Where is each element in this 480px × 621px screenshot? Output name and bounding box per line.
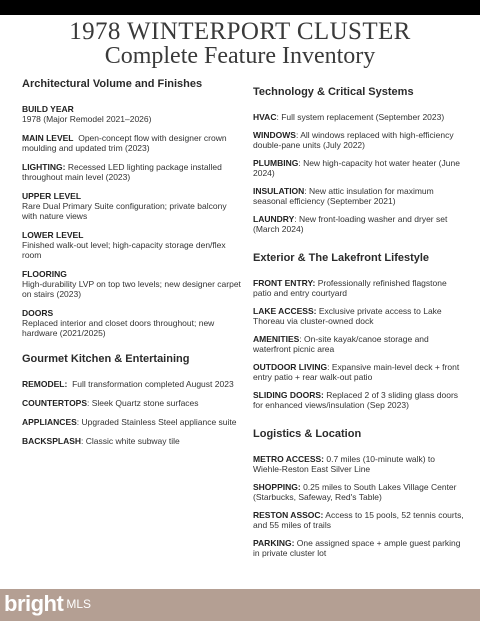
feature-text: : Classic white subway tile (81, 436, 180, 446)
feature-label: BACKSPLASH (22, 436, 82, 446)
feature-label: COUNTERTOPS (22, 398, 88, 408)
feature-label: OUTDOOR LIVING (253, 362, 328, 372)
feature-label: REMODEL: (22, 379, 68, 389)
section-heading-technology: Technology & Critical Systems (253, 86, 414, 98)
section-heading-architecture: Architectural Volume and Finishes (22, 78, 203, 90)
footer-bar (0, 589, 480, 621)
feature-text: : New front-loading washer and dryer set (March 2024) (253, 214, 448, 234)
feature-parking (253, 538, 465, 558)
feature-reston-assoc (253, 510, 465, 530)
feature-text: Replaced interior and closet doors throughout; new hardware (2021/2025) (22, 318, 215, 338)
feature-appliances (22, 417, 242, 427)
feature-insulation (253, 186, 465, 206)
feature-label: UPPER LEVEL (22, 191, 82, 201)
feature-lower-level (22, 230, 242, 260)
page-title: 1978 WINTERPORT CLUSTER (69, 18, 411, 45)
feature-remodel (22, 379, 242, 389)
feature-text: : Upgraded Stainless Steel appliance suite (76, 417, 237, 427)
feature-label: SLIDING DOORS: (253, 390, 324, 400)
feature-metro-access (253, 454, 465, 474)
feature-text: Finished walk-out level; high-capacity storage den/flex room (22, 240, 226, 260)
feature-backsplash (22, 436, 242, 446)
feature-lighting (22, 162, 242, 182)
feature-label: SHOPPING: (253, 482, 301, 492)
feature-label: LAKE ACCESS: (253, 306, 317, 316)
feature-flooring (22, 269, 242, 299)
feature-text: : On-site kayak/canoe storage and waterfront picnic area (253, 334, 429, 354)
feature-text: Exclusive private access to Lake Thoreau via cluster-owned dock (253, 306, 442, 326)
feature-label: METRO ACCESS: (253, 454, 324, 464)
feature-label: FRONT ENTRY: (253, 278, 316, 288)
logo-word: bright (4, 591, 64, 616)
feature-label: MAIN LEVEL (22, 133, 74, 143)
feature-text: 0.7 miles (10-minute walk) to Wiehle-Reston East Silver Line (253, 454, 436, 474)
feature-label: APPLIANCES (22, 417, 77, 427)
feature-label: AMENITIES (253, 334, 300, 344)
section-heading-kitchen: Gourmet Kitchen & Entertaining (22, 353, 190, 365)
feature-label: LIGHTING: (22, 162, 66, 172)
feature-text: : New attic insulation for maximum seasonal efficiency (September 2021) (253, 186, 434, 206)
section-heading-logistics: Logistics & Location (253, 428, 362, 440)
feature-hvac (253, 112, 465, 122)
feature-amenities (253, 334, 465, 354)
feature-text: Replaced 2 of 3 sliding glass doors for enhanced views/insulation (Sep 2023) (253, 390, 459, 410)
feature-text: 0.25 miles to South Lakes Village Center (Starbucks, Safeway, Red's Table) (253, 482, 457, 502)
feature-label: INSULATION (253, 186, 305, 196)
feature-plumbing (253, 158, 465, 178)
feature-label: LOWER LEVEL (22, 230, 84, 240)
feature-label: BUILD YEAR (22, 104, 74, 114)
feature-text: : All windows replaced with high-efficiency double-pane units (July 2022) (253, 130, 454, 150)
feature-windows (253, 130, 465, 150)
feature-text: : Full system replacement (September 2023) (276, 112, 445, 122)
feature-text: : Expansive main-level deck + front entry patio + rear walk-out patio (253, 362, 460, 382)
feature-text: Recessed LED lighting package installed throughout main level (2023) (22, 162, 222, 182)
feature-shopping (253, 482, 465, 502)
feature-build-year (22, 104, 242, 124)
feature-lake-access (253, 306, 465, 326)
feature-doors (22, 308, 242, 338)
top-bar (0, 0, 480, 15)
feature-upper-level (22, 191, 242, 221)
feature-text: High-durability LVP on top two levels; new designer carpet on stairs (2023) (22, 279, 241, 299)
bright-mls-logo (4, 591, 91, 617)
feature-laundry (253, 214, 465, 234)
feature-text: 1978 (Major Remodel 2021–2026) (22, 114, 152, 124)
feature-text: : Sleek Quartz stone surfaces (87, 398, 199, 408)
feature-label: FLOORING (22, 269, 67, 279)
feature-label: LAUNDRY (253, 214, 295, 224)
feature-sliding-doors (253, 390, 465, 410)
feature-front-entry (253, 278, 465, 298)
feature-label: WINDOWS (253, 130, 296, 140)
feature-label: PLUMBING (253, 158, 299, 168)
feature-outdoor-living (253, 362, 465, 382)
feature-label: PARKING: (253, 538, 295, 548)
feature-text: Access to 15 pools, 52 tennis courts, and 55 miles of trails (253, 510, 464, 530)
feature-text: Open-concept flow with designer crown moulding and updated trim (2023) (22, 133, 227, 153)
left-column (22, 78, 242, 455)
feature-main-level (22, 133, 242, 153)
feature-text: : New high-capacity hot water heater (June 2024) (253, 158, 460, 178)
feature-text: Professionally refinished flagstone patio and entry courtyard (253, 278, 447, 298)
feature-text: Full transformation completed August 2023 (72, 379, 234, 389)
feature-label: RESTON ASSOC: (253, 510, 324, 520)
feature-text: One assigned space + ample guest parking in private cluster lot (253, 538, 461, 558)
feature-countertops (22, 398, 242, 408)
page-subtitle: Complete Feature Inventory (104, 43, 376, 69)
right-column (253, 86, 465, 566)
feature-label: HVAC (253, 112, 277, 122)
section-heading-exterior: Exterior & The Lakefront Lifestyle (253, 252, 430, 264)
feature-label: DOORS (22, 308, 54, 318)
logo-suffix: MLS (66, 597, 92, 611)
feature-text: Rare Dual Primary Suite configuration; private balcony with nature views (22, 201, 227, 221)
